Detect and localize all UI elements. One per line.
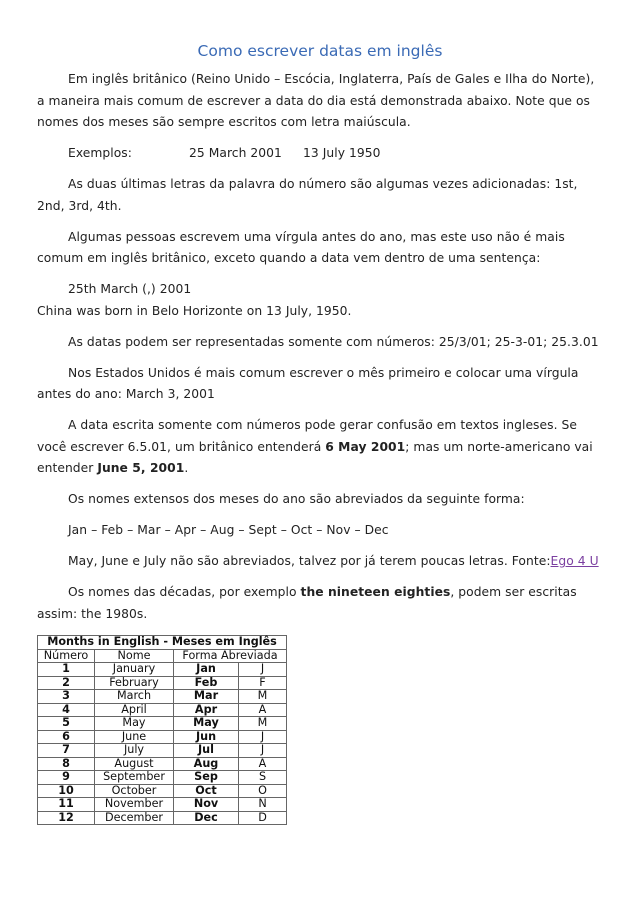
- paragraph-confusion: [37, 415, 603, 480]
- month-initial-cell: M: [239, 690, 287, 704]
- month-number-cell: 4: [38, 703, 95, 717]
- table-row: [38, 717, 287, 731]
- month-name-cell: July: [95, 744, 174, 758]
- month-abbrev-cell: Aug: [174, 757, 239, 771]
- paragraph-decades: [37, 582, 603, 625]
- paragraph-abbrev-intro: Os nomes extensos dos meses do ano são abreviados da seguinte forma:: [68, 492, 525, 506]
- month-initial-cell: A: [239, 757, 287, 771]
- decades-bold: the nineteen eighties: [300, 585, 451, 599]
- document-title: Como escrever datas em inglês: [197, 42, 443, 60]
- table-row: [38, 744, 287, 758]
- month-abbrev-cell: Oct: [174, 784, 239, 798]
- confusion-text-3: .: [184, 461, 189, 475]
- month-number-cell: 9: [38, 771, 95, 785]
- header-nome: Nome: [95, 649, 174, 663]
- table-row: [38, 811, 287, 825]
- month-abbrev-cell: May: [174, 717, 239, 731]
- month-initial-cell: A: [239, 703, 287, 717]
- header-forma-abreviada: Forma Abreviada: [174, 649, 287, 663]
- month-name-cell: April: [95, 703, 174, 717]
- examples-line: [37, 143, 603, 165]
- paragraph-us-format: Nos Estados Unidos é mais comum escrever o mês primeiro e colocar uma vírgula antes do ano: March 3, 2001: [37, 365, 579, 401]
- sentence-example: China was born in Belo Horizonte on 13 July, 1950.: [37, 303, 352, 318]
- month-abbrev-cell: Jul: [174, 744, 239, 758]
- decades-text-1: Os nomes das décadas, por exemplo: [68, 585, 301, 599]
- examples-label: Exemplos:: [68, 146, 132, 160]
- comma-example: 25th March (,) 2001: [68, 282, 192, 296]
- month-initial-cell: D: [239, 811, 287, 825]
- source-link[interactable]: Ego 4 U: [550, 554, 599, 568]
- table-row: [38, 757, 287, 771]
- month-initial-cell: N: [239, 798, 287, 812]
- month-initial-cell: O: [239, 784, 287, 798]
- confusion-bold-2: June 5, 2001: [97, 461, 185, 475]
- month-initial-cell: J: [239, 744, 287, 758]
- month-number-cell: 11: [38, 798, 95, 812]
- confusion-text-2: ; mas um norte-americano vai entender: [37, 439, 593, 475]
- month-name-cell: March: [95, 690, 174, 704]
- month-initial-cell: M: [239, 717, 287, 731]
- paragraph-not-abbreviated: [37, 551, 603, 573]
- paragraph-suffixes: As duas últimas letras da palavra do número são algumas vezes adicionadas: 1st, 2nd, 3rd, 4th.: [37, 177, 578, 213]
- example-1: 25 March 2001: [189, 146, 282, 160]
- table-row: [38, 690, 287, 704]
- month-name-cell: February: [95, 676, 174, 690]
- month-abbrev-cell: Apr: [174, 703, 239, 717]
- month-name-cell: December: [95, 811, 174, 825]
- paragraph-numeric: As datas podem ser representadas somente com números: 25/3/01; 25-3-01; 25.3.01: [68, 334, 599, 349]
- month-initial-cell: F: [239, 676, 287, 690]
- months-table: [37, 635, 287, 825]
- month-name-cell: September: [95, 771, 174, 785]
- month-name-cell: October: [95, 784, 174, 798]
- confusion-bold-1: 6 May 2001: [325, 439, 406, 454]
- month-number-cell: 5: [38, 717, 95, 731]
- paragraph-intro: Em inglês britânico (Reino Unido – Escócia, Inglaterra, País de Gales e Ilha do Norte), a maneira mais comum de escrever a data do dia está demonstrada abaixo. Note que os nomes dos meses são sempre escritos com letra maiúscula.: [37, 72, 595, 129]
- month-number-cell: 6: [38, 730, 95, 744]
- example-2: 13 July 1950: [303, 146, 381, 160]
- table-row: [38, 730, 287, 744]
- table-row: [38, 798, 287, 812]
- month-name-cell: August: [95, 757, 174, 771]
- decades-text-2: , podem ser escritas assim: the 1980s.: [37, 585, 577, 621]
- confusion-text-1: A data escrita somente com números pode gerar confusão em textos ingleses. Se você escrever 6.5.01, um britânico entenderá: [37, 418, 577, 454]
- month-abbrev-cell: Jan: [174, 663, 239, 677]
- month-name-cell: January: [95, 663, 174, 677]
- month-name-cell: June: [95, 730, 174, 744]
- paragraph-comma: Algumas pessoas escrevem uma vírgula antes do ano, mas este uso não é mais comum em inglês britânico, exceto quando a data vem dentro de uma sentença:: [37, 229, 565, 265]
- table-header-row: [38, 649, 287, 663]
- table-row: [38, 703, 287, 717]
- month-number-cell: 8: [38, 757, 95, 771]
- month-initial-cell: S: [239, 771, 287, 785]
- table-row: [38, 784, 287, 798]
- abbrev-list: Jan – Feb – Mar – Apr – Aug – Sept – Oct – Nov – Dec: [68, 523, 389, 537]
- month-abbrev-cell: Nov: [174, 798, 239, 812]
- month-abbrev-cell: Dec: [174, 811, 239, 825]
- table-caption: Months in English - Meses em Inglês: [38, 636, 287, 650]
- month-number-cell: 3: [38, 690, 95, 704]
- not-abbreviated-text: May, June e July não são abreviados, talvez por já terem poucas letras. Fonte:: [68, 554, 551, 568]
- month-name-cell: November: [95, 798, 174, 812]
- month-number-cell: 12: [38, 811, 95, 825]
- table-row: [38, 676, 287, 690]
- month-initial-cell: J: [239, 730, 287, 744]
- month-number-cell: 1: [38, 663, 95, 677]
- month-number-cell: 2: [38, 676, 95, 690]
- document-page: [37, 0, 603, 825]
- month-initial-cell: J: [239, 663, 287, 677]
- month-abbrev-cell: Jun: [174, 730, 239, 744]
- header-numero: Número: [38, 649, 95, 663]
- month-name-cell: May: [95, 717, 174, 731]
- month-number-cell: 10: [38, 784, 95, 798]
- table-row: [38, 771, 287, 785]
- month-abbrev-cell: Feb: [174, 676, 239, 690]
- month-number-cell: 7: [38, 744, 95, 758]
- table-row: [38, 663, 287, 677]
- month-abbrev-cell: Mar: [174, 690, 239, 704]
- month-abbrev-cell: Sep: [174, 771, 239, 785]
